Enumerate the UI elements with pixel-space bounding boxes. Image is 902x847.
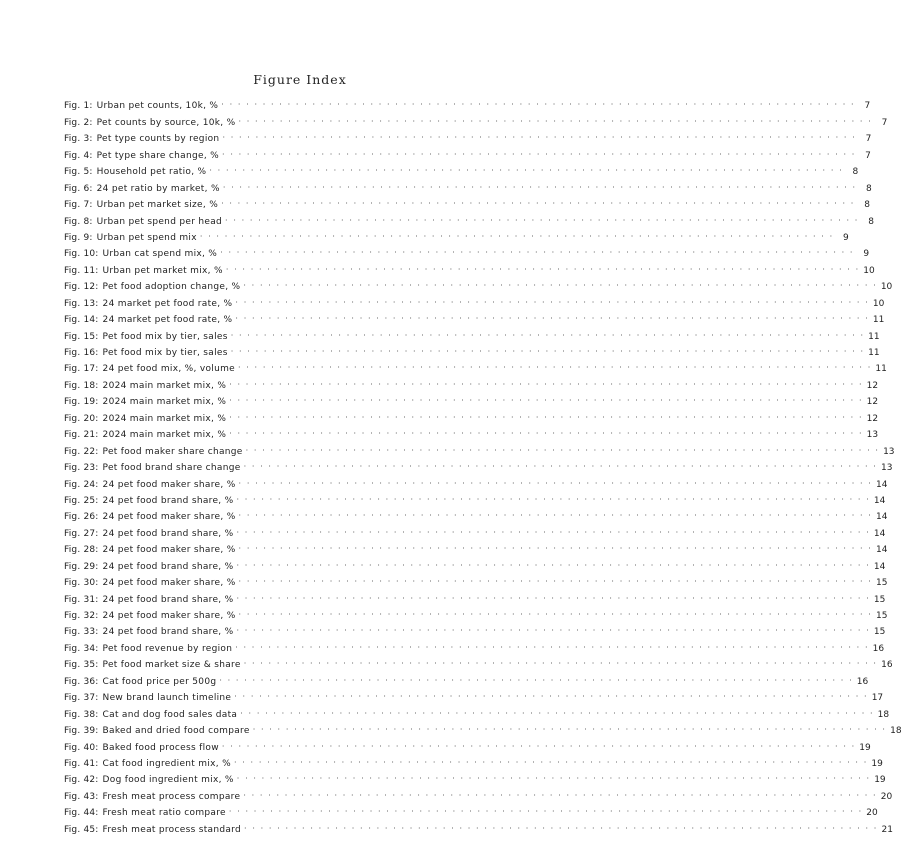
toc-entry-title: Cat and dog food sales data [102,709,238,720]
toc-entry[interactable] [64,803,878,819]
toc-entry-title: Pet food adoption change, % [102,282,241,293]
toc-entry-title: Pet food market size & share [102,660,241,671]
toc-entry-page: 14 [873,495,886,506]
toc-entry-page: 20 [866,808,878,819]
toc-entry-page: 7 [881,117,888,128]
toc-entry-page: 16 [856,676,869,687]
toc-entry-label: Fig. 11: [64,265,99,276]
toc-entry-title: Urban pet counts, 10k, % [96,101,219,112]
toc-entry-label: Fig. 42: [64,775,99,786]
toc-entry-title: 2024 main market mix, % [102,430,227,441]
dot-leader: · · · · · · · · · · · · · · · · · · · · · · · · · · · · · · · · · · · · · · · · · · · · · · · · · · · · · · · · · · · · · · · · · · · · · · · · · · · · · [252,725,887,735]
toc-entry[interactable] [64,244,870,260]
toc-entry-page: 10 [880,282,893,293]
toc-entry-page: 18 [877,709,890,720]
toc-entry-page: 14 [875,512,888,523]
dot-leader: · · · · · · · · · · · · · · · · · · · · · · · · · · · · · · · · · · · · · · · · · · · · · · · · · · · · · · · · · · · · · · · · · · · · · · · · · · · · · [236,593,871,603]
dot-leader: · · · · · · · · · · · · · · · · · · · · · · · · · · · · · · · · · · · · · · · · · · · · · · · · · · · · · · · · · · · · · · · · · · · · · · · · · · · · · [220,248,855,258]
dot-leader: · · · · · · · · · · · · · · · · · · · · · · · · · · · · · · · · · · · · · · · · · · · · · · · · · · · · · · · · · · · · · · · · · · · · · · · · · · · · · [243,659,878,669]
toc-entry-title: 2024 main market mix, % [102,413,227,424]
toc-entry-title: 2024 main market mix, % [102,380,227,391]
dot-leader: · · · · · · · · · · · · · · · · · · · · · · · · · · · · · · · · · · · · · · · · · · · · · · · · · · · · · · · · · · · · · · · · · · · · · · · · · · · · · [236,560,871,570]
toc-entry-page: 18 [890,726,902,737]
dot-leader: · · · · · · · · · · · · · · · · · · · · · · · · · · · · · · · · · · · · · · · · · · · · · · · · · · · · · · · · · · · · · · · · · · · · · · · · · · · · · [240,708,875,718]
toc-entry-label: Fig. 4: [64,150,93,161]
toc-entry-label: Fig. 41: [64,758,99,769]
toc-entry-label: Fig. 25: [64,495,99,506]
toc-entry-page: 15 [875,611,888,621]
toc-entry-title: 24 pet food maker share, % [102,479,236,490]
toc-entry[interactable] [64,770,886,786]
toc-entry-page: 11 [875,364,887,375]
dot-leader: · · · · · · · · · · · · · · · · · · · · · · · · · · · · · · · · · · · · · · · · · · · · · · · · · · · · · · · · · · · · · · · · · · · · · · · · · · · · · [221,100,856,110]
dot-leader: · · · · · · · · · · · · · · · · · · · · · · · · · · · · · · · · · · · · · · · · · · · · · · · · · · · · · · · · · · · · · · · · · · · · · · · · · · · · · [243,462,878,472]
toc-entry-label: Fig. 38: [64,709,99,720]
toc-entry-title: 24 pet food maker share, % [102,611,236,621]
toc-entry-page: 8 [868,216,874,227]
toc-entry-page: 13 [881,463,893,474]
toc-entry-label: Fig. 8: [64,216,93,227]
toc-entry-label: Fig. 12: [64,282,99,293]
toc-entry[interactable] [64,326,880,342]
toc-entry-page: 14 [873,528,886,539]
toc-entry-title: 24 pet food brand share, % [102,561,234,572]
toc-entry-label: Fig. 1: [64,101,93,112]
toc-entry-label: Fig. 21: [64,430,99,441]
toc-entry-label: Fig. 9: [64,232,93,243]
toc-entry-page: 19 [874,775,886,786]
toc-entry-page: 8 [852,167,859,178]
toc-entry-label: Fig. 5: [64,167,93,178]
toc-entry-title: Fresh meat ratio compare [102,808,226,819]
toc-entry[interactable] [64,228,849,244]
toc-entry-page: 8 [865,183,872,194]
toc-entry-page: 14 [875,479,888,490]
toc-entry-label: Fig. 26: [64,512,99,523]
toc-entry-title: Cat food price per 500g [102,676,217,687]
toc-entry[interactable] [64,540,888,556]
toc-entry-page: 14 [875,545,888,556]
toc-entry-title: Urban cat spend mix, % [102,249,218,260]
toc-entry[interactable] [64,589,886,605]
toc-entry-title: Pet counts by source, 10k, % [96,117,236,128]
toc-entry-label: Fig. 10: [64,249,99,260]
dot-leader: · · · · · · · · · · · · · · · · · · · · · · · · · · · · · · · · · · · · · · · · · · · · · · · · · · · · · · · · · · · · · · · · · · · · · · · · · · · · · [222,149,856,159]
toc-entry-page: 17 [871,693,884,704]
toc-entry-label: Fig. 35: [64,660,99,671]
toc-entry-page: 15 [873,594,886,605]
toc-entry[interactable] [64,688,884,704]
dot-leader: · · · · · · · · · · · · · · · · · · · · · · · · · · · · · · · · · · · · · · · · · · · · · · · · · · · · · · · · · · · · · · · · · · · · · · · · · · · · · [219,675,854,685]
toc-entry-page: 11 [868,331,880,342]
dot-leader: · · · · · · · · · · · · · · · · · · · · · · · · · · · · · · · · · · · · · · · · · · · · · · · · · · · · · · · · · · · · · · · · · · · · · · · · · · · · · [222,133,857,143]
dot-leader: · · · · · · · · · · · · · · · · · · · · · · · · · · · · · · · · · · · · · · · · · · · · · · · · · · · · · · · · · · · · · · · · · · · · · · · · · · · · · [236,527,871,537]
dot-leader: · · · · · · · · · · · · · · · · · · · · · · · · · · · · · · · · · · · · · · · · · · · · · · · · · · · · · · · · · · · · · · · · · · · · · · · · · · · · · [237,363,872,373]
dot-leader: · · · · · · · · · · · · · · · · · · · · · · · · · · · · · · · · · · · · · · · · · · · · · · · · · · · · · · · · · · · · · · · · · · · · · · · · · · · · · [238,116,873,126]
toc-entry[interactable] [64,507,888,523]
toc-entry-label: Fig. 13: [64,298,99,309]
toc-entry-title: Pet food maker share change [102,446,243,457]
toc-entry-title: Fresh meat process standard [102,824,242,835]
toc-entry-title: 24 market pet food rate, % [102,298,233,309]
toc-entry-label: Fig. 40: [64,742,99,753]
dot-leader: · · · · · · · · · · · · · · · · · · · · · · · · · · · · · · · · · · · · · · · · · · · · · · · · · · · · · · · · · · · · · · · · · · · · · · · · · · · · · [199,231,834,241]
toc-entry[interactable] [64,458,893,474]
toc-entry-label: Fig. 20: [64,413,99,424]
toc-entry-page: 11 [868,348,880,358]
dot-leader: · · · · · · · · · · · · · · · · · · · · · · · · · · · · · · · · · · · · · · · · · · · · · · · · · · · · · · · · · · · · · · · · · · · · · · · · · · · · · [228,807,863,817]
toc-entry[interactable] [64,819,893,835]
dot-leader: · · · · · · · · · · · · · · · · · · · · · · · · · · · · · · · · · · · · · · · · · · · · · · · · · · · · · · · · · · · · · · · · · · · · · · · · · · · · · [238,577,873,587]
toc-entry-label: Fig. 7: [64,200,93,211]
dot-leader: · · · · · · · · · · · · · · · · · · · · · · · · · · · · · · · · · · · · · · · · · · · · · · · · · · · · · · · · · · · · · · · · · · · · · · · · · · · · · [233,757,868,767]
toc-entry-title: 24 pet food maker share, % [102,545,236,556]
toc-entry[interactable] [64,96,871,112]
toc-entry-label: Fig. 44: [64,808,99,819]
dot-leader: · · · · · · · · · · · · · · · · · · · · · · · · · · · · · · · · · · · · · · · · · · · · · · · · · · · · · · · · · · · · · · · · · · · · · · · · · · · · · [222,182,857,192]
toc-entry[interactable] [64,704,890,720]
toc-entry-page: 15 [873,627,886,638]
toc-entry-label: Fig. 17: [64,364,99,375]
dot-leader: · · · · · · · · · · · · · · · · · · · · · · · · · · · · · · · · · · · · · · · · · · · · · · · · · · · · · · · · · · · · · · · · · · · · · · · · · · · · · [235,314,870,324]
toc-entry-label: Fig. 19: [64,397,99,408]
figure-index [64,96,902,836]
toc-entry-page: 12 [866,397,879,408]
toc-entry-page: 13 [883,446,895,457]
toc-entry-label: Fig. 15: [64,331,99,342]
toc-entry-title: 24 pet food brand share, % [102,528,234,539]
toc-entry[interactable] [64,392,879,408]
toc-entry[interactable] [64,655,893,671]
toc-entry-title: 2024 main market mix, % [102,397,227,408]
dot-leader: · · · · · · · · · · · · · · · · · · · · · · · · · · · · · · · · · · · · · · · · · · · · · · · · · · · · · · · · · · · · · · · · · · · · · · · · · · · · · [229,429,864,439]
toc-entry[interactable] [64,786,893,802]
toc-entry-page: 7 [865,150,871,161]
toc-entry[interactable] [64,145,871,161]
page-title: Figure Index [253,72,347,87]
dot-leader: · · · · · · · · · · · · · · · · · · · · · · · · · · · · · · · · · · · · · · · · · · · · · · · · · · · · · · · · · · · · · · · · · · · · · · · · · · · · · [238,544,873,554]
toc-entry-title: Baked and dried food compare [102,726,250,737]
toc-entry-title: Urban pet spend mix [96,232,197,243]
toc-entry-label: Fig. 36: [64,676,99,687]
toc-entry-label: Fig. 6: [64,183,93,194]
toc-entry-page: 20 [880,791,893,802]
toc-entry[interactable] [64,638,885,654]
toc-entry[interactable] [64,112,888,128]
toc-entry-label: Fig. 37: [64,693,99,704]
dot-leader: · · · · · · · · · · · · · · · · · · · · · · · · · · · · · · · · · · · · · · · · · · · · · · · · · · · · · · · · · · · · · · · · · · · · · · · · · · · · · [229,412,864,422]
toc-entry-label: Fig. 3: [64,134,93,145]
toc-entry[interactable] [64,425,879,441]
dot-leader: · · · · · · · · · · · · · · · · · · · · · · · · · · · · · · · · · · · · · · · · · · · · · · · · · · · · · · · · · · · · · · · · · · · · · · · · · · · · · [243,281,878,291]
toc-entry[interactable] [64,293,885,309]
toc-entry-title: Dog food ingredient mix, % [102,775,234,786]
toc-entry-title: Baked food process flow [102,742,219,753]
dot-leader: · · · · · · · · · · · · · · · · · · · · · · · · · · · · · · · · · · · · · · · · · · · · · · · · · · · · · · · · · · · · · · · · · · · · · · · · · · · · · [238,511,873,521]
dot-leader: · · · · · · · · · · · · · · · · · · · · · · · · · · · · · · · · · · · · · · · · · · · · · · · · · · · · · · · · · · · · · · · · · · · · · · · · · · · · · [209,166,844,176]
toc-entry-label: Fig. 16: [64,348,99,358]
toc-entry-label: Fig. 22: [64,446,99,457]
toc-entry-page: 10 [872,298,885,309]
toc-entry-label: Fig. 33: [64,627,99,638]
toc-entry-title: 24 pet food brand share, % [102,495,234,506]
toc-entry-label: Fig. 23: [64,463,99,474]
toc-entry-page: 15 [875,578,888,589]
toc-entry[interactable] [64,162,859,178]
toc-entry[interactable] [64,556,886,572]
toc-entry-page: 13 [866,430,879,441]
toc-entry-title: Fresh meat process compare [102,791,241,802]
toc-entry[interactable] [64,474,888,490]
toc-entry-label: Fig. 32: [64,611,99,621]
toc-entry-page: 7 [864,101,871,112]
toc-entry-page: 10 [863,265,875,276]
toc-entry-title: Pet food mix by tier, sales [102,331,228,342]
toc-entry[interactable] [64,573,888,589]
toc-entry[interactable] [64,622,886,638]
toc-entry[interactable] [64,671,869,687]
toc-entry-title: 24 pet food maker share, % [102,512,236,523]
toc-entry-title: 24 pet food brand share, % [102,594,234,605]
toc-entry-title: Pet food brand share change [102,463,241,474]
toc-entry-title: Pet food revenue by region [102,643,233,654]
toc-entry-label: Fig. 34: [64,643,99,654]
toc-entry[interactable] [64,721,902,737]
toc-entry-page: 11 [872,315,885,326]
toc-entry[interactable] [64,129,872,145]
toc-entry-page: 16 [872,643,885,654]
toc-entry-label: Fig. 24: [64,479,99,490]
toc-entry-page: 9 [843,232,849,243]
dot-leader: · · · · · · · · · · · · · · · · · · · · · · · · · · · · · · · · · · · · · · · · · · · · · · · · · · · · · · · · · · · · · · · · · · · · · · · · · · · · · [243,790,878,800]
toc-entry[interactable] [64,211,874,227]
toc-entry-page: 12 [866,413,879,424]
toc-entry-title: 24 pet food maker share, % [102,578,236,589]
toc-entry[interactable] [64,523,886,539]
toc-entry-page: 14 [873,561,886,572]
toc-entry-page: 21 [881,824,893,835]
dot-leader: · · · · · · · · · · · · · · · · · · · · · · · · · · · · · · · · · · · · · · · · · · · · · · · · · · · · · · · · · · · · · · · · · · · · · · · · · · · · · [238,610,873,619]
toc-entry[interactable] [64,260,875,276]
dot-leader: · · · · · · · · · · · · · · · · · · · · · · · · · · · · · · · · · · · · · · · · · · · · · · · · · · · · · · · · · · · · · · · · · · · · · · · · · · · · · [234,692,869,702]
dot-leader: · · · · · · · · · · · · · · · · · · · · · · · · · · · · · · · · · · · · · · · · · · · · · · · · · · · · · · · · · · · · · · · · · · · · · · · · · · · · · [235,642,870,652]
toc-entry-title: 24 pet food mix, %, volume [102,364,235,375]
dot-leader: · · · · · · · · · · · · · · · · · · · · · · · · · · · · · · · · · · · · · · · · · · · · · · · · · · · · · · · · · · · · · · · · · · · · · · · · · · · · · [236,774,871,784]
toc-entry[interactable] [64,408,879,424]
toc-entry[interactable] [64,343,880,359]
toc-entry-label: Fig. 2: [64,117,93,128]
toc-entry[interactable] [64,277,893,293]
toc-entry-label: Fig. 29: [64,561,99,572]
toc-entry[interactable] [64,491,886,507]
toc-entry-title: Household pet ratio, % [96,167,207,178]
toc-entry-label: Fig. 28: [64,545,99,556]
toc-entry-label: Fig. 14: [64,315,99,326]
dot-leader: · · · · · · · · · · · · · · · · · · · · · · · · · · · · · · · · · · · · · · · · · · · · · · · · · · · · · · · · · · · · · · · · · · · · · · · · · · · · · [236,494,871,504]
toc-entry-title: New brand launch timeline [102,693,232,704]
toc-entry-title: Cat food ingredient mix, % [102,758,231,769]
toc-entry-page: 16 [881,660,893,671]
dot-leader: · · · · · · · · · · · · · · · · · · · · · · · · · · · · · · · · · · · · · · · · · · · · · · · · · · · · · · · · · · · · · · · · · · · · · · · · · · · · · [230,330,865,340]
dot-leader: · · · · · · · · · · · · · · · · · · · · · · · · · · · · · · · · · · · · · · · · · · · · · · · · · · · · · · · · · · · · · · · · · · · · · · · · · · · · · [235,297,870,307]
toc-entry-title: Pet type share change, % [96,150,220,161]
toc-entry-label: Fig. 18: [64,380,99,391]
dot-leader: · · · · · · · · · · · · · · · · · · · · · · · · · · · · · · · · · · · · · · · · · · · · · · · · · · · · · · · · · · · · · · · · · · · · · · · · · · · · · [244,823,878,833]
dot-leader: · · · · · · · · · · · · · · · · · · · · · · · · · · · · · · · · · · · · · · · · · · · · · · · · · · · · · · · · · · · · · · · · · · · · · · · · · · · · · [238,478,873,488]
toc-entry[interactable] [64,754,883,770]
toc-entry-title: Urban pet market mix, % [102,265,223,276]
toc-entry-page: 9 [863,249,870,260]
toc-entry-page: 8 [864,200,870,211]
toc-entry-title: 24 market pet food rate, % [102,315,233,326]
dot-leader: · · · · · · · · · · · · · · · · · · · · · · · · · · · · · · · · · · · · · · · · · · · · · · · · · · · · · · · · · · · · · · · · · · · · · · · · · · · · · [225,264,860,274]
toc-entry-page: 19 [859,742,871,753]
toc-entry-label: Fig. 30: [64,578,99,589]
dot-leader: · · · · · · · · · · · · · · · · · · · · · · · · · · · · · · · · · · · · · · · · · · · · · · · · · · · · · · · · · · · · · · · · · · · · · · · · · · · · · [229,379,864,389]
toc-entry-page: 12 [866,380,879,391]
toc-entry[interactable] [64,310,885,326]
dot-leader: · · · · · · · · · · · · · · · · · · · · · · · · · · · · · · · · · · · · · · · · · · · · · · · · · · · · · · · · · · · · · · · · · · · · · · · · · · · · · [221,741,856,751]
toc-entry-title: 24 pet ratio by market, % [96,183,220,194]
toc-entry-title: Pet food mix by tier, sales [102,348,228,358]
toc-entry[interactable] [64,441,895,457]
toc-entry-label: Fig. 39: [64,726,99,737]
toc-entry[interactable] [64,359,887,375]
toc-entry[interactable] [64,737,871,753]
toc-entry-title: Pet type counts by region [96,134,220,145]
toc-entry-title: 24 pet food brand share, % [102,627,234,638]
toc-entry-title: Urban pet spend per head [96,216,223,227]
toc-entry-label: Fig. 43: [64,791,99,802]
toc-entry[interactable] [64,195,870,211]
dot-leader: · · · · · · · · · · · · · · · · · · · · · · · · · · · · · · · · · · · · · · · · · · · · · · · · · · · · · · · · · · · · · · · · · · · · · · · · · · · · · [230,347,865,356]
toc-entry-page: 7 [865,134,872,145]
toc-entry-page: 19 [871,758,883,769]
toc-entry-label: Fig. 31: [64,594,99,605]
toc-entry-label: Fig. 27: [64,528,99,539]
dot-leader: · · · · · · · · · · · · · · · · · · · · · · · · · · · · · · · · · · · · · · · · · · · · · · · · · · · · · · · · · · · · · · · · · · · · · · · · · · · · · [245,445,880,455]
dot-leader: · · · · · · · · · · · · · · · · · · · · · · · · · · · · · · · · · · · · · · · · · · · · · · · · · · · · · · · · · · · · · · · · · · · · · · · · · · · · · [236,626,871,636]
dot-leader: · · · · · · · · · · · · · · · · · · · · · · · · · · · · · · · · · · · · · · · · · · · · · · · · · · · · · · · · · · · · · · · · · · · · · · · · · · · · · [229,396,864,406]
dot-leader: · · · · · · · · · · · · · · · · · · · · · · · · · · · · · · · · · · · · · · · · · · · · · · · · · · · · · · · · · · · · · · · · · · · · · · · · · · · · · [225,215,859,225]
toc-entry-label: Fig. 45: [64,824,99,835]
toc-entry[interactable] [64,178,872,194]
toc-entry[interactable] [64,375,879,391]
toc-entry[interactable] [64,606,888,622]
dot-leader: · · · · · · · · · · · · · · · · · · · · · · · · · · · · · · · · · · · · · · · · · · · · · · · · · · · · · · · · · · · · · · · · · · · · · · · · · · · · · [221,199,855,209]
toc-entry-title: Urban pet market size, % [96,200,219,211]
